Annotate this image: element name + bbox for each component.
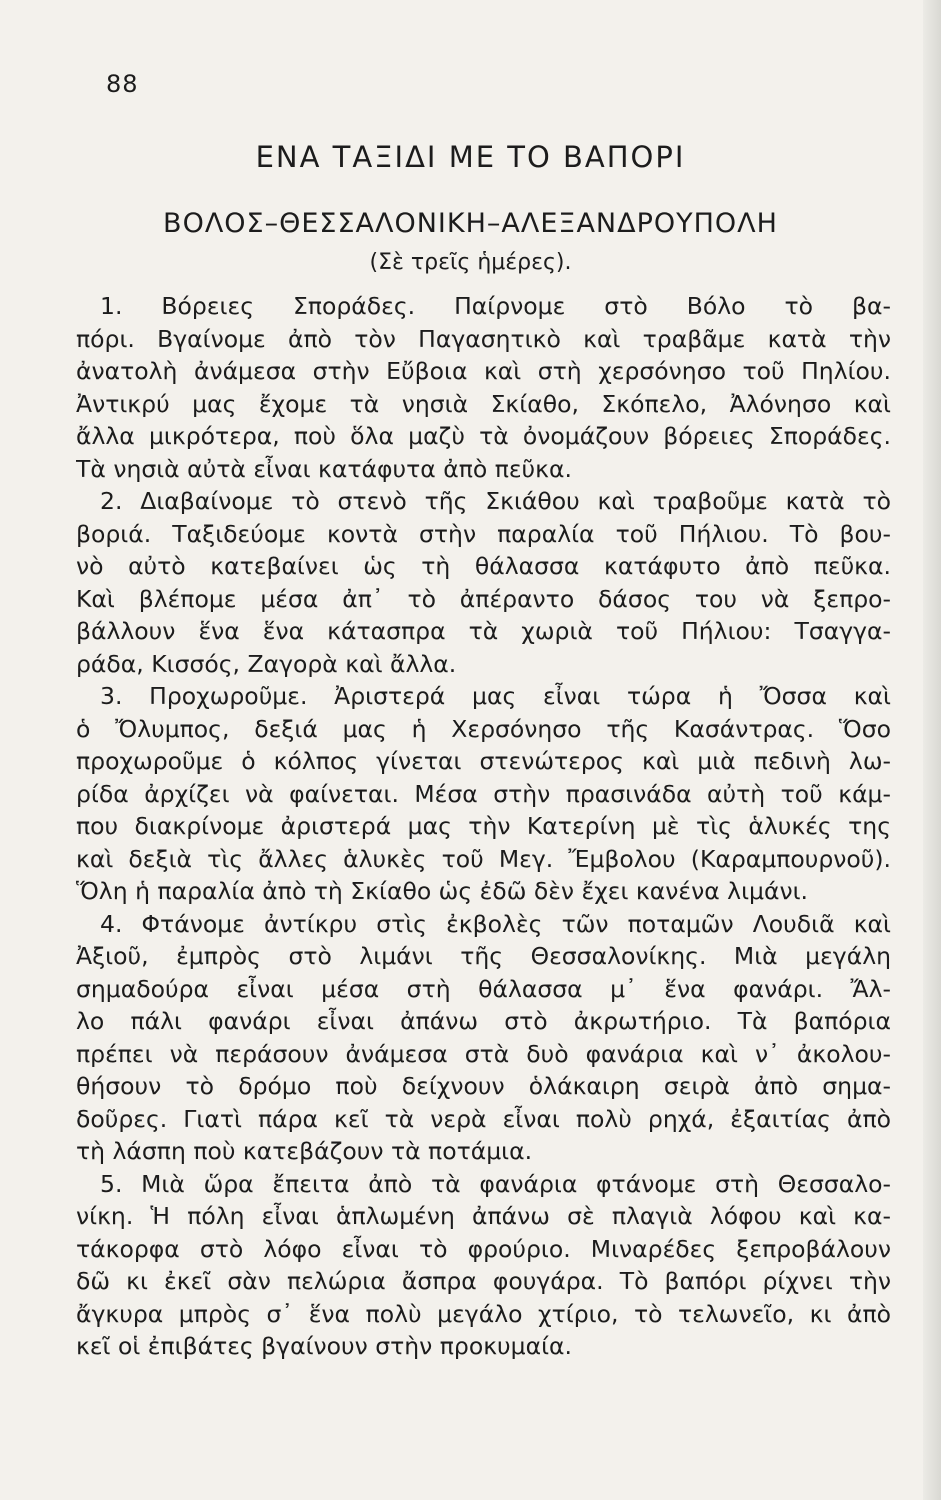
chapter-title: ΕΝΑ ΤΑΞΙΔΙ ΜΕ ΤΟ ΒΑΠΟΡΙ <box>255 140 686 174</box>
text-line: 4. Φτάνομε ἀντίκρυ στὶς ἐκβολὲς τῶν ποταμῶν Λουδιᾶ καὶ <box>100 909 891 938</box>
text-line: νίκη. Ἡ πόλη εἶναι ἁπλωμένη ἀπάνω σὲ πλαγιὰ λόφου καὶ κα- <box>76 1202 891 1230</box>
text-line: που διακρίνομε ἀριστερά μας τὴν Κατερίνη μὲ τὶς ἁλυκές της <box>76 812 891 840</box>
text-line: ρίδα ἀρχίζει νὰ φαίνεται. Μέσα στὴν πρασινάδα αὐτὴ τοῦ κάμ- <box>76 779 891 808</box>
text-line: λο πάλι φανάρι εἶναι ἀπάνω στὸ ἀκρωτήριο. Τὰ βαπόρια <box>76 1007 891 1035</box>
text-line: σημαδούρα εἶναι μέσα στὴ θάλασσα μ᾽ ἕνα φανάρι. Ἄλ- <box>76 974 891 1003</box>
text-line: Ἀξιοῦ, ἐμπρὸς στὸ λιμάνι τῆς Θεσσαλονίκης. Μιὰ μεγάλη <box>76 942 891 970</box>
text-line: δῶ κι ἐκεῖ σὰν πελώρια ἄσπρα φουγάρα. Τὸ βαπόρι ρίχνει τὴν <box>76 1267 891 1295</box>
text-line: βάλλουν ἕνα ἕνα κάτασπρα τὰ χωριὰ τοῦ Πήλιου: Τσαγγα- <box>76 617 891 645</box>
text-line: προχωροῦμε ὁ κόλπος γίνεται στενώτερος καὶ μιὰ πεδινὴ λω- <box>76 747 891 775</box>
text-line: ἀνατολὴ ἀνάμεσα στὴν Εὔβοια καὶ στὴ χερσόνησο τοῦ Πηλίου. <box>76 357 891 385</box>
text-line: 5. Μιὰ ὥρα ἔπειτα ἀπὸ τὰ φανάρια φτάνομε στὴ Θεσσαλο- <box>100 1169 891 1198</box>
text-line: ἄλλα μικρότερα, ποὺ ὅλα μαζὺ τὰ ὀνομάζουν βόρειες Σποράδες. <box>76 422 891 450</box>
text-line: πόρι. Βγαίνομε ἀπὸ τὸν Παγασητικὸ καὶ τραβᾶμε κατὰ τὴν <box>76 324 891 353</box>
text-line: Ὅλη ἡ παραλία ἀπὸ τὴ Σκίαθο ὡς ἐδῶ δὲν ἔχει κανένα λιμάνι. <box>76 877 809 905</box>
text-line: θήσουν τὸ δρόμο ποὺ δείχνουν ὁλάκαιρη σειρὰ ἀπὸ σημα- <box>76 1072 891 1100</box>
text-line: Καὶ βλέπομε μέσα ἀπ᾽ τὸ ἀπέραντο δάσος του νὰ ξεπρο- <box>76 584 891 613</box>
body-text <box>76 290 891 1363</box>
text-line: ἄγκυρα μπρὸς σ᾽ ἕνα πολὺ μεγάλο χτίριο, τὸ τελωνεῖο, κι ἀπὸ <box>76 1299 891 1328</box>
text-line: 1. Βόρειες Σποράδες. Παίρνομε στὸ Βόλο τὸ βα- <box>100 292 891 320</box>
text-line: Ἀντικρύ μας ἔχομε τὰ νησιὰ Σκίαθο, Σκόπελο, Ἀλόνησο καὶ <box>76 389 891 418</box>
text-line: κεῖ οἱ ἐπιβάτες βγαίνουν στὴν προκυμαία. <box>76 1332 573 1360</box>
text-line: νὸ αὐτὸ κατεβαίνει ὡς τὴ θάλασσα κατάφυτο ἀπὸ πεῦκα. <box>76 552 891 580</box>
text-line: ράδα, Κισσός, Ζαγορὰ καὶ ἄλλα. <box>76 649 457 678</box>
duration-note: (Σὲ τρεῖς ἡμέρες). <box>369 250 572 275</box>
text-line: βοριά. Ταξιδεύομε κοντὰ στὴν παραλία τοῦ Πήλιου. Τὸ βου- <box>76 519 891 548</box>
page-number: 88 <box>106 70 139 98</box>
text-line: τὴ λάσπη ποὺ κατεβάζουν τὰ ποτάμια. <box>76 1137 533 1165</box>
text-line: καὶ δεξιὰ τὶς ἄλλες ἁλυκὲς τοῦ Μεγ. Ἔμβολου (Καραμπουρνοῦ). <box>76 844 891 873</box>
text-line: τάκορφα στὸ λόφο εἶναι τὸ φρούριο. Μιναρέδες ξεπροβάλουν <box>76 1234 891 1263</box>
text-line: Τὰ νησιὰ αὐτὰ εἶναι κατάφυτα ἀπὸ πεῦκα. <box>76 454 572 483</box>
route-subtitle: ΒΟΛΟΣ–ΘΕΣΣΑΛΟΝΙΚΗ–ΑΛΕΞΑΝΔΡΟΥΠΟΛΗ <box>163 208 778 239</box>
text-line: ὁ Ὄλυμπος, δεξιά μας ἡ Χερσόνησο τῆς Κασάντρας. Ὅσο <box>76 714 891 743</box>
text-line: 3. Προχωροῦμε. Ἀριστερά μας εἶναι τώρα ἡ Ὄσσα καὶ <box>100 682 891 710</box>
text-line: δοῦρες. Γιατὶ πάρα κεῖ τὰ νερὰ εἶναι πολὺ ρηχά, ἐξαιτίας ἀπὸ <box>76 1104 891 1133</box>
text-line: 2. Διαβαίνομε τὸ στενὸ τῆς Σκιάθου καὶ τραβοῦμε κατὰ τὸ <box>100 487 891 515</box>
text-line: πρέπει νὰ περάσουν ἀνάμεσα στὰ δυὸ φανάρια καὶ ν᾽ ἀκολου- <box>76 1039 891 1068</box>
